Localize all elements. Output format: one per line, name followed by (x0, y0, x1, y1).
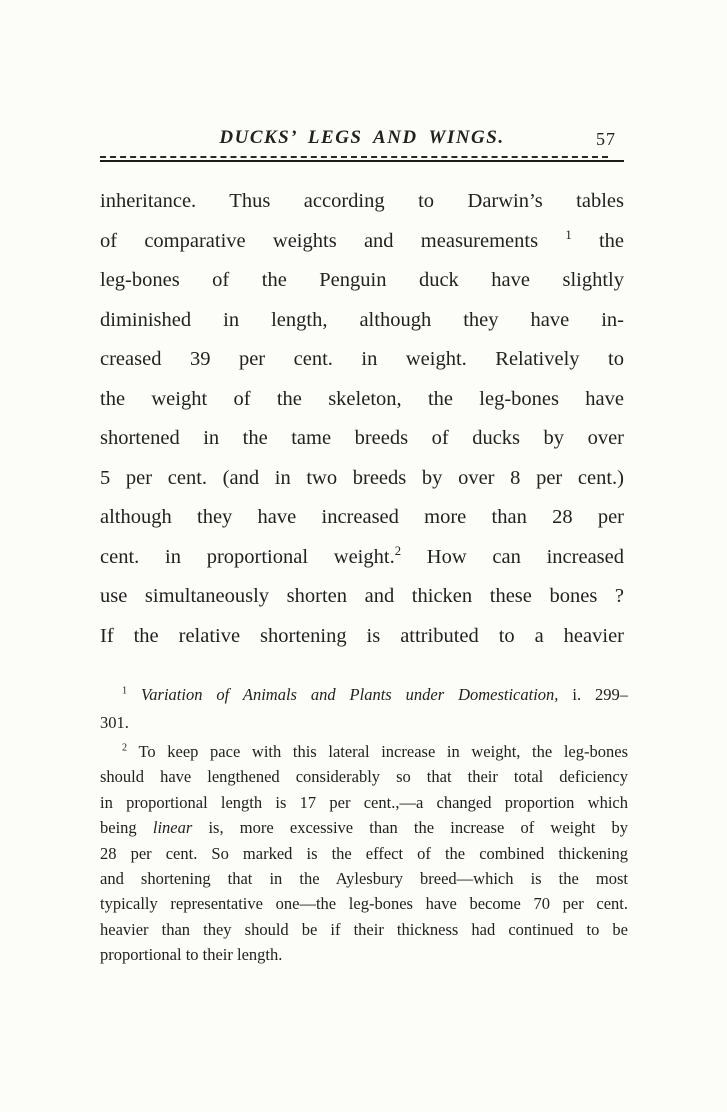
footnote-1 (100, 681, 628, 737)
footnote-text: i. 299– (558, 685, 629, 704)
footnote-ref: 1 (565, 227, 572, 242)
footnote-text: 301. (100, 713, 129, 732)
body-line (100, 301, 624, 341)
body-text: although they have increased more than 28 per (100, 506, 624, 528)
page-title: DUCKS’ LEGS AND WINGS. (219, 127, 505, 148)
footnote-text: should have lengthened considerably so that their total deficiency (100, 767, 628, 787)
footnote-line (100, 891, 628, 916)
body-line (100, 459, 624, 499)
body-text: inheritance. Thus according to Darwin’s tables (100, 190, 624, 212)
footnote-line (100, 942, 628, 967)
footnote-line (100, 739, 628, 764)
body-text: leg-bones of the Penguin duck have slightly (100, 269, 624, 291)
running-head (100, 127, 624, 153)
footnote-italic-word: linear (152, 818, 193, 838)
body-text: diminished in length, although they have in- (100, 308, 624, 331)
footnote-marker: 2 (122, 742, 128, 754)
footnote-text: To keep pace with this lateral increase in weight, the leg-bones (138, 742, 628, 761)
header-rule-solid (100, 160, 624, 162)
footnote-line (100, 681, 628, 709)
body-text: creased 39 per cent. in weight. Relatively to (100, 348, 624, 370)
book-title: Variation of Animals and Plants under Domestication, (141, 685, 559, 704)
body-line (100, 340, 624, 380)
footnote-2 (100, 739, 628, 968)
body-text: the weight of the skeleton, the leg-bones have (100, 387, 624, 410)
body-line (100, 419, 624, 459)
footnote-text: and shortening that in the Aylesbury breed—which is the most (100, 868, 628, 888)
footnote-text: in proportional length is 17 per cent.,—a changed proportion which (100, 792, 628, 812)
footnote-text: being (100, 818, 153, 838)
footnote-text: typically representative one—the leg-bones have become 70 per cent. (100, 894, 628, 914)
body-text: 5 per cent. (and in two breeds by over 8 per cent.) (100, 466, 624, 489)
body-text: If the relative shortening is attributed to a heavier (100, 624, 624, 647)
footnote-text: heavier than they should be if their thickness had continued to be (100, 919, 628, 939)
header-rule-dashed (100, 156, 608, 158)
body-line (100, 182, 624, 222)
body-paragraph (100, 182, 624, 656)
body-line (100, 538, 624, 578)
footnote-line (100, 841, 628, 866)
footnote-line (100, 709, 628, 737)
page-number: 57 (596, 129, 616, 149)
body-line (100, 577, 624, 617)
body-text: of comparative weights and measurements (100, 229, 566, 252)
body-text: use simultaneously shorten and thicken these bones ? (100, 585, 624, 607)
body-text: the (571, 229, 624, 252)
body-line (100, 498, 624, 538)
body-text: cent. in proportional weight. (100, 545, 395, 568)
body-line (100, 261, 624, 301)
footnote-line (100, 917, 628, 942)
body-line (100, 380, 624, 420)
header-rule (100, 156, 624, 162)
body-text: How can increased (401, 545, 624, 568)
footnote-line (100, 815, 628, 840)
footnote-text: proportional to their length. (100, 945, 283, 965)
footnote-marker: 1 (122, 685, 128, 697)
footnote-line (100, 790, 628, 815)
footnote-ref: 2 (394, 543, 402, 558)
footnote-line (100, 866, 628, 891)
body-text: shortened in the tame breeds of ducks by over (100, 427, 624, 449)
body-line (100, 222, 624, 262)
footnote-text: is, more excessive than the increase of weight by (192, 818, 628, 838)
body-line (100, 617, 624, 657)
footnote-text: 28 per cent. So marked is the effect of the combined thickening (100, 843, 628, 863)
footnote-line (100, 764, 628, 789)
